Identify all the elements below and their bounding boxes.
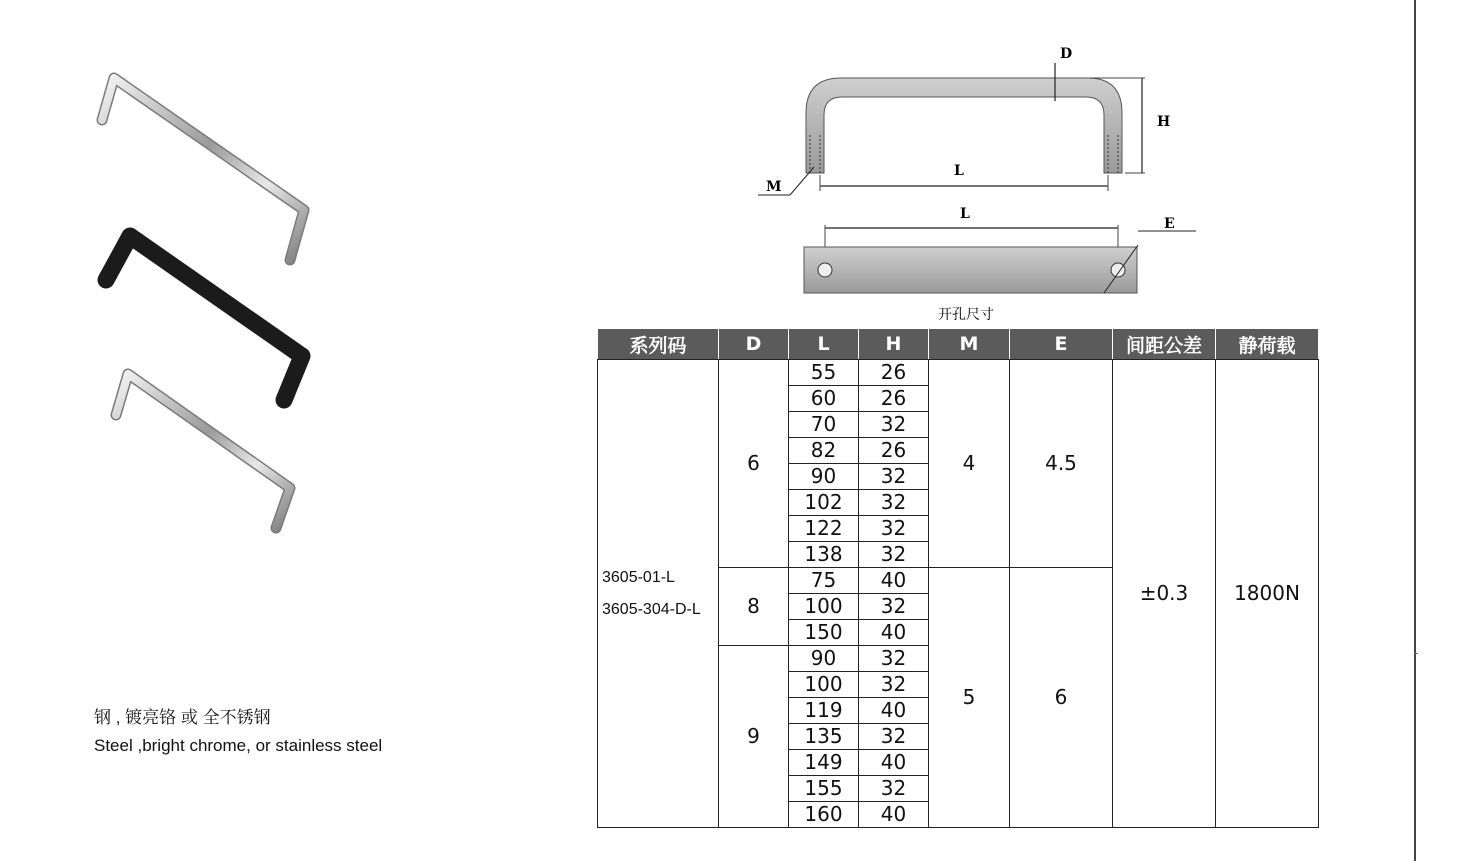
cell-h: 32 [859,672,929,698]
label-h: H [1157,114,1171,130]
cell-h: 40 [859,568,929,594]
cell-l: 102 [789,490,859,516]
chrome-handle-bottom [116,374,290,528]
label-e: E [1164,216,1175,232]
cell-h: 40 [859,698,929,724]
cell-e: 6 [1010,568,1113,828]
series-code: 3605-01-L [602,568,675,586]
header-series: 系列码 [598,329,719,360]
cell-l: 150 [789,620,859,646]
cell-l: 55 [789,360,859,386]
material-text-zh: 钢 , 镀亮铬 或 全不锈钢 [94,708,271,727]
cell-l: 155 [789,776,859,802]
header-e: E [1010,329,1113,360]
drilling-caption: 开孔尺寸 [938,307,994,320]
cell-h: 40 [859,750,929,776]
border-tick [1414,653,1418,654]
series-code: 3605-304-D-L [602,600,701,618]
handle-photos [90,60,330,550]
header-l: L [789,329,859,360]
label-l-top: L [954,163,964,179]
cell-l: 100 [789,672,859,698]
label-d: D [1060,46,1073,62]
cell-l: 75 [789,568,859,594]
cell-d: 9 [719,646,789,828]
cell-d: 8 [719,568,789,646]
series-code-cell [598,360,719,828]
table-body [598,360,1319,828]
cell-l: 122 [789,516,859,542]
header-tolerance: 间距公差 [1113,329,1216,360]
cell-h: 40 [859,802,929,828]
cell-h: 32 [859,646,929,672]
cell-h: 26 [859,386,929,412]
cell-h: 32 [859,490,929,516]
label-l-bottom: L [960,206,970,222]
cell-l: 70 [789,412,859,438]
header-d: D [719,329,789,360]
material-description [94,704,382,760]
cell-h: 32 [859,516,929,542]
handle-outline [806,78,1122,173]
cell-l: 135 [789,724,859,750]
cell-l: 100 [789,594,859,620]
page-border-line [1414,0,1416,861]
mounting-plate [804,247,1137,293]
cell-l: 119 [789,698,859,724]
header-load: 静荷载 [1216,329,1319,360]
cell-e: 4.5 [1010,360,1113,568]
spec-table [597,328,1319,828]
cell-m: 4 [929,360,1010,568]
cell-l: 60 [789,386,859,412]
cell-h: 32 [859,724,929,750]
cell-h: 32 [859,542,929,568]
cell-h: 32 [859,464,929,490]
cell-l: 82 [789,438,859,464]
cell-h: 26 [859,438,929,464]
cell-h: 32 [859,594,929,620]
table-header-row [598,329,1319,360]
cell-l: 90 [789,464,859,490]
cell-l: 160 [789,802,859,828]
table-row [598,360,1319,386]
cell-h: 32 [859,412,929,438]
header-m: M [929,329,1010,360]
cell-d: 6 [719,360,789,568]
cell-l: 90 [789,646,859,672]
cell-static-load: 1800N [1216,360,1319,828]
header-h: H [859,329,929,360]
cell-l: 138 [789,542,859,568]
label-m: M [766,179,782,195]
cell-tolerance: ±0.3 [1113,360,1216,828]
cell-h: 26 [859,360,929,386]
cell-h: 40 [859,620,929,646]
cell-m: 5 [929,568,1010,828]
material-text-en: Steel ,bright chrome, or stainless steel [94,736,383,755]
dimension-drawing [740,35,1220,320]
cell-l: 149 [789,750,859,776]
cell-h: 32 [859,776,929,802]
